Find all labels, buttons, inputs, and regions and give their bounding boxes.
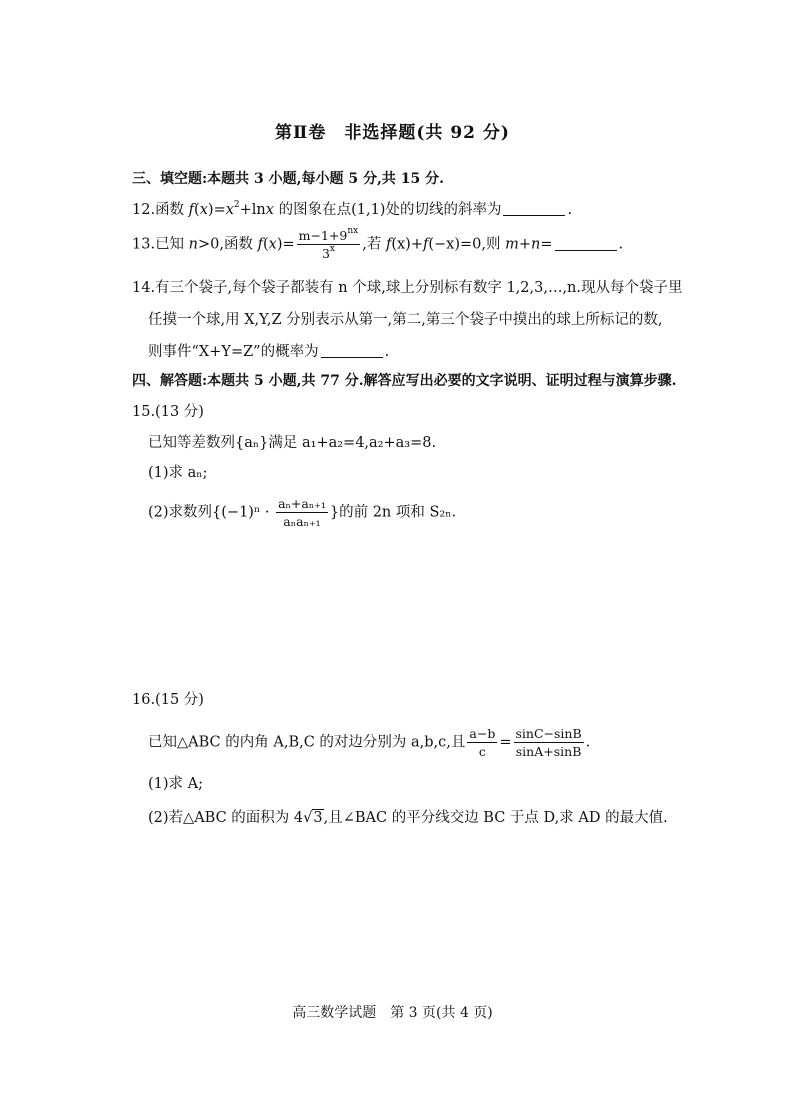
section-fill-in-heading: 三、填空题:本题共 3 小题,每小题 5 分,共 15 分. xyxy=(132,171,444,187)
q12-exponent: 2 xyxy=(233,200,240,210)
q12-x2: x xyxy=(225,202,234,218)
q13-den-exponent: x xyxy=(329,244,335,254)
q16-right-numerator: sinC−sinB xyxy=(515,726,582,741)
q16-equals: = xyxy=(499,734,512,751)
q13-denominator: 3 xyxy=(321,246,330,261)
q13-text3: ,若 xyxy=(362,236,386,253)
q13-text2: >0,函数 xyxy=(198,236,258,253)
q13-eq2: = xyxy=(540,236,553,253)
q13-x: x xyxy=(268,236,277,253)
q15-p2-text2: }的前 2n 项和 S₂ₙ. xyxy=(329,504,457,521)
answer-blank-14 xyxy=(321,343,383,358)
q16-stem-text: 已知△ABC 的内角 A,B,C 的对边分别为 a,b,c,且 xyxy=(148,734,466,751)
question-13 xyxy=(132,228,623,261)
q12-f: f xyxy=(188,202,195,218)
question-16-stem xyxy=(148,726,590,759)
q13-f2: f xyxy=(385,236,392,253)
q16-p2-text: (2)若△ABC 的面积为 4 xyxy=(148,810,304,826)
q16-fraction-right xyxy=(514,726,584,759)
answer-blank-13 xyxy=(555,236,617,251)
q12-paren: ( xyxy=(194,202,200,218)
q13-f: f xyxy=(257,236,263,253)
q14-text: 则事件“X+Y=Z”的概率为 xyxy=(148,344,319,360)
q13-fraction xyxy=(297,228,361,261)
section-answer-heading: 四、解答题:本题共 5 小题,共 77 分.解答应写出必要的文字说明、证明过程与演算步骤. xyxy=(132,373,677,389)
question-16-part-2 xyxy=(148,806,668,827)
page-title: 第Ⅱ卷 非选择题(共 92 分) xyxy=(275,123,510,143)
q12-ln: +ln xyxy=(239,202,266,218)
q12-number: 12. xyxy=(132,202,156,218)
q13-m: m xyxy=(505,236,519,253)
q13-period: . xyxy=(618,236,624,253)
q14-period: . xyxy=(384,344,390,360)
q13-n: n xyxy=(188,236,199,253)
question-12 xyxy=(132,198,572,219)
q12-x: x xyxy=(199,202,208,218)
sqrt-symbol: √ xyxy=(303,810,313,826)
q15-numerator: aₙ+aₙ₊₁ xyxy=(278,496,326,511)
q16-right-denominator: sinA+sinB xyxy=(515,744,582,759)
q13-n2: n xyxy=(531,236,541,253)
q13-text: 已知 xyxy=(155,236,189,253)
page-footer: 高三数学试题 第 3 页(共 4 页) xyxy=(292,1005,493,1021)
q13-num-exponent: nx xyxy=(347,226,359,236)
q13-eq: )= xyxy=(276,236,295,253)
question-16-header: 16.(15 分) xyxy=(132,692,204,708)
q16-period: . xyxy=(585,734,591,751)
question-15-stem: 已知等差数列{aₙ}满足 a₁+a₂=4,a₂+a₃=8. xyxy=(148,435,437,451)
q12-eq: )= xyxy=(207,202,226,218)
q12-text: 函数 xyxy=(155,202,189,218)
q15-denominator: aₙaₙ₊₁ xyxy=(283,514,321,529)
q12-period: . xyxy=(567,202,573,218)
question-15-header: 15.(13 分) xyxy=(132,404,204,420)
q15-p2-text: (2)求数列{(−1)ⁿ · xyxy=(148,504,275,521)
answer-blank-12 xyxy=(503,201,565,216)
q12-x3: x xyxy=(265,202,274,218)
q13-numerator: m−1+9 xyxy=(298,228,348,243)
q13-plus: + xyxy=(518,236,532,253)
q12-text2: 的图象在点(1,1)处的切线的斜率为 xyxy=(273,202,502,218)
q16-sqrt-value: 3 xyxy=(313,810,323,826)
q13-f3: f xyxy=(423,236,429,253)
q13-paren: ( xyxy=(262,236,269,253)
question-14-line-3 xyxy=(148,340,389,361)
q16-p2-text2: ,且∠BAC 的平分线交边 BC 于点 D,求 AD 的最大值. xyxy=(323,810,668,826)
q16-left-numerator: a−b xyxy=(469,726,496,741)
q13-text5: (−x)=0,则 xyxy=(428,236,506,253)
question-14-line-1: 14.有三个袋子,每个袋子都装有 n 个球,球上分别标有数字 1,2,3,…,n.现从每个袋子里 xyxy=(132,280,683,296)
q13-text4: (x)+ xyxy=(391,236,423,253)
q13-number: 13. xyxy=(132,236,156,253)
q16-fraction-left xyxy=(467,726,497,759)
question-14-line-2: 任摸一个球,用 X,Y,Z 分别表示从第一,第二,第三个袋子中摸出的球上所标记的数, xyxy=(148,312,663,328)
q16-left-denominator: c xyxy=(478,744,486,759)
question-15-part-2 xyxy=(148,496,456,529)
q15-fraction xyxy=(276,496,328,529)
question-16-part-1: (1)求 A; xyxy=(148,776,204,792)
question-15-part-1: (1)求 aₙ; xyxy=(148,465,208,481)
